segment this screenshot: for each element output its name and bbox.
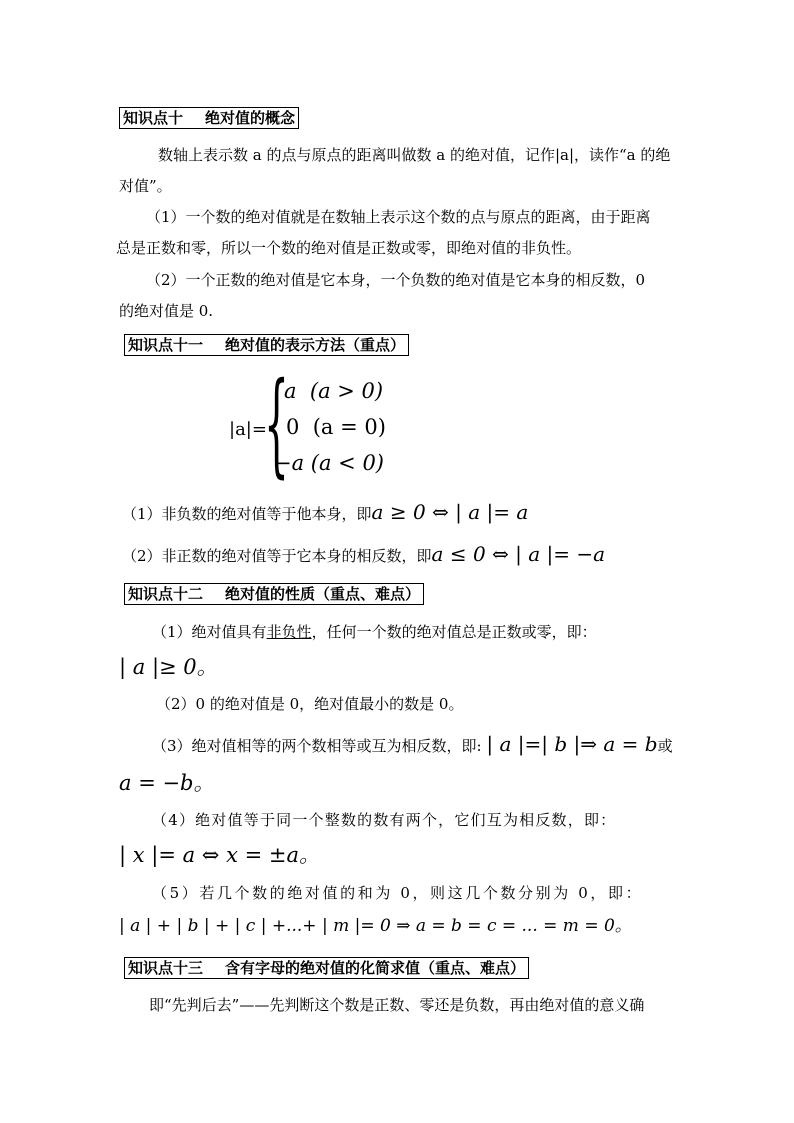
- property-3-line1: [152, 732, 673, 756]
- case-positive: a (a > 0): [284, 379, 384, 403]
- case-negative: −a (a < 0): [274, 451, 385, 475]
- nonneg-item-text: （1）非负数的绝对值等于他本身，即: [122, 505, 372, 523]
- property-1-math: | a |≥ 0。: [119, 655, 218, 679]
- cases-lhs: |a|=: [229, 419, 267, 440]
- heading-number: 知识点十: [123, 109, 184, 127]
- heading-number: 知识点十二: [128, 585, 204, 603]
- paragraph-point2-line2: 的绝对值是 0.: [119, 302, 214, 320]
- property-2: （2）0 的绝对值是 0，绝对值最小的数是 0。: [156, 695, 464, 713]
- heading-title: 含有字母的绝对值的化简求值（重点、难点）: [225, 959, 526, 977]
- property-1-pre: （1）绝对值具有: [152, 623, 267, 641]
- paragraph-point2-line1: （2）一个正数的绝对值是它本身，一个负数的绝对值是它本身的相反数，0: [146, 271, 646, 289]
- property-5-line1: （5）若几个数的绝对值的和为 0，则这几个数分别为 0，即：: [152, 884, 644, 902]
- heading-section-12: [124, 583, 424, 605]
- property-1-keyword: 非负性: [266, 623, 312, 641]
- heading-number: 知识点十一: [128, 336, 204, 354]
- property-4-line1: （4）绝对值等于同一个整数的数有两个，它们互为相反数，即：: [152, 811, 617, 829]
- nonpos-item-math: a ≤ 0 ⇔ | a |= −a: [431, 542, 606, 566]
- paragraph-simplify: 即“先判后去”——先判断这个数是正数、零还是负数，再由绝对值的意义确: [149, 996, 645, 1014]
- case-zero: 0 (a = 0): [286, 415, 386, 439]
- heading-title: 绝对值的概念: [205, 109, 296, 127]
- property-3-math2: a = −b。: [119, 771, 215, 795]
- nonneg-item: [122, 500, 528, 524]
- heading-section-10: [119, 107, 299, 129]
- property-5-math: | a | + | b | + | c | +...+ | m |= 0 ⇒ a = b = c = ... = m = 0。: [119, 916, 632, 936]
- property-1-post: ，任何一个数的绝对值总是正数或零，即：: [311, 623, 597, 641]
- heading-title: 绝对值的表示方法（重点）: [225, 336, 406, 354]
- paragraph-definition-line2: 对值”。: [119, 177, 172, 195]
- property-4-math: | x |= a ⇔ x = ±a。: [119, 843, 320, 867]
- heading-number: 知识点十三: [128, 959, 204, 977]
- property-3-math: | a |=| b |⇒ a = b: [486, 732, 658, 756]
- paragraph-definition-line1: 数轴上表示数 a 的点与原点的距离叫做数 a 的绝对值，记作|a|，读作“a 的绝: [158, 146, 671, 164]
- heading-title: 绝对值的性质（重点、难点）: [225, 585, 421, 603]
- property-3-or: 或: [657, 737, 673, 755]
- property-1-line1: [152, 622, 597, 642]
- paragraph-point1-line1: （1）一个数的绝对值就是在数轴上表示这个数的点与原点的距离，由于距离: [146, 208, 651, 226]
- nonneg-item-math: a ≥ 0 ⇔ | a |= a: [371, 500, 529, 524]
- heading-section-11: [124, 334, 409, 356]
- nonpos-item-text: （2）非正数的绝对值等于它本身的相反数，即: [122, 547, 432, 565]
- left-brace-icon: {: [264, 359, 289, 489]
- heading-section-13: [124, 957, 529, 979]
- nonpos-item: [122, 542, 605, 566]
- property-3-text: （3）绝对值相等的两个数相等或互为相反数，即:: [152, 737, 482, 755]
- paragraph-point1-line2: 总是正数和零，所以一个数的绝对值是正数或零，即绝对值的非负性。: [116, 239, 582, 257]
